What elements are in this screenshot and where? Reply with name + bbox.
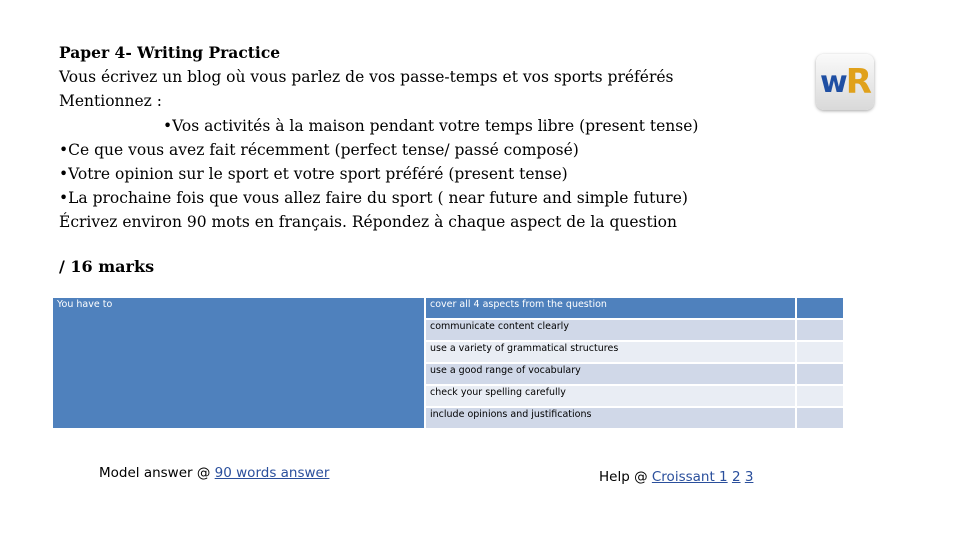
help-links [599, 469, 753, 485]
rubric-item: check your spelling carefully [426, 386, 795, 406]
rubric-item: use a variety of grammatical structures [426, 342, 795, 362]
task-mention: Mentionnez : [59, 92, 162, 111]
rubric-item: communicate content clearly [426, 320, 795, 340]
rubric-lead-cell: You have to [53, 298, 424, 428]
task-bullet: •Vos activités à la maison pendant votre temps libre (present tense) [163, 116, 699, 135]
wordreference-logo-icon[interactable] [816, 54, 874, 110]
logo-letter-r: R [845, 62, 870, 102]
help-link-croissant-1[interactable]: Croissant 1 [651, 469, 728, 485]
rubric-table [51, 296, 845, 430]
rubric-check-cell [797, 386, 843, 406]
help-label: Help @ [599, 469, 648, 485]
model-answer [99, 465, 329, 481]
rubric-check-cell [797, 298, 843, 318]
task-text [59, 41, 819, 235]
task-title: Paper 4- Writing Practice [59, 43, 281, 62]
rubric-check-cell [797, 364, 843, 384]
task-bullet: •Ce que vous avez fait récemment (perfect tense/ passé composé) [59, 140, 579, 159]
help-link-3[interactable]: 3 [744, 469, 754, 485]
logo-letter-w: w [820, 64, 846, 100]
model-answer-label: Model answer @ [99, 465, 211, 481]
task-intro: Vous écrivez un blog où vous parlez de vos passe-temps et vos sports préférés [59, 68, 674, 87]
rubric-check-cell [797, 408, 843, 428]
rubric-item: cover all 4 aspects from the question [426, 298, 795, 318]
rubric-item: include opinions and justifications [426, 408, 795, 428]
task-bullet: •Votre opinion sur le sport et votre sport préféré (present tense) [59, 165, 568, 184]
help-link-2[interactable]: 2 [731, 469, 741, 485]
marks-label: / 16 marks [59, 257, 155, 276]
task-instruction: Écrivez environ 90 mots en français. Répondez à chaque aspect de la question [59, 213, 677, 232]
rubric-check-cell [797, 320, 843, 340]
task-bullet: •La prochaine fois que vous allez faire du sport ( near future and simple future) [59, 189, 688, 208]
rubric-check-cell [797, 342, 843, 362]
model-answer-link[interactable]: 90 words answer [214, 465, 330, 481]
rubric-item: use a good range of vocabulary [426, 364, 795, 384]
